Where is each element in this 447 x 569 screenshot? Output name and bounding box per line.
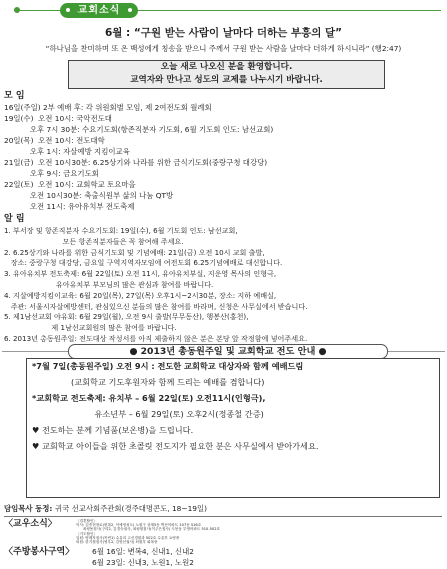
- notice-item: 6. 2013년 총동원주일: 전도대상 작성서를 아직 제출하지 않은 분은 본당 앞 작정함에 넣어주세요.: [4, 334, 308, 343]
- meeting-item: 오후 7시 30분: 수요기도회(항존직분자 기도회, 6월 기도회 인도: 남선교회): [4, 125, 274, 134]
- member-news-item: 입원: 양례자집사(목번1) 수유리 고신경원과 502호 수술후 요양중: [76, 535, 180, 540]
- meeting-item: 오후 1시: 자살예방 지킴이교육: [4, 147, 130, 156]
- pastor-news: [4, 504, 207, 514]
- pastor-label: 담임목사 동정:: [4, 504, 53, 513]
- section-title: 교회소식: [77, 5, 121, 16]
- notice-item: 모든 항존직분자들은 꼭 참여해 주세요.: [4, 236, 184, 246]
- member-news-item: 퇴원: 한기철집사(영우2, 김영선권사) 퇴원후 회복중: [76, 540, 158, 544]
- member-news-item: 〈기도할인〉: [76, 531, 98, 536]
- banner-title: ● 2013년 총동원주일 및 교회학교 전도 안내 ●: [68, 344, 388, 359]
- campaign-item: (교회학교 기도후원자와 함께 드리는 예배를 겸합니다): [32, 377, 265, 387]
- meeting-item: 20일(목) 오전 10시: 전도대학: [4, 136, 105, 145]
- bullet-icon: [14, 7, 20, 13]
- welcome-line: 오늘 새로 나오신 분을 환영합니다.: [160, 62, 293, 72]
- member-news-heading: 〈교우소식〉: [4, 519, 57, 529]
- notice-item: 유아유치부 부모님의 많은 관심과 참여를 바랍니다.: [4, 280, 214, 289]
- meeting-item: 21일(금) 오전 10시30분: 6.25상기와 나라를 위한 금식기도회(중랑구청 대강당): [4, 158, 268, 167]
- kitchen-item: 6월 16일: 변복4, 신내1, 신내2: [92, 547, 194, 556]
- divider: [4, 516, 442, 517]
- notice-item: 주관: 서울시자살예방센터, 관심있으신 분들의 많은 참여를 바라며, 신청은 사무실에서 받습니다.: [4, 301, 308, 311]
- member-news-item: 이사: 김종현장로(변복2, 이예영성도) 노원구 상계5동 벽산아파트 107동 516호: [76, 523, 202, 528]
- campaign-item: *7월 7일(총동원주일) 오전 9시 : 전도한 교회학교 대상자와 함께 예배드림: [32, 361, 304, 371]
- kitchen-heading: 〈주방봉사구역〉: [4, 547, 75, 557]
- welcome-line: 교역자와 만나고 성도의 교제를 나누시기 바랍니다.: [130, 74, 323, 85]
- meeting-item: 19일(수) 오전 10시: 국악전도대: [4, 114, 112, 123]
- member-news-item: 최평용집사(구리2, 김경숙권사, 최평원집사(이주은집사) 도봉동 부영아파트 510-502호: [76, 527, 220, 532]
- section-pill: [60, 3, 138, 18]
- section-header: [0, 0, 447, 20]
- kitchen-item: 6월 23일: 신내3, 노원1, 노원2: [92, 557, 194, 567]
- meeting-heading: 모 임: [4, 91, 25, 101]
- meeting-item: 22일(토) 오전 10시: 교회학교 토요마을: [4, 180, 136, 189]
- notice-item: 4. 지살예방지킴이교육: 6월 20일(목), 27일(목) 오후1시~2시30분, 장소: 지하 예배실,: [4, 290, 277, 300]
- notice-item: 장소: 중랑구청 대강당, 금요일 구역지역자모임에 여전도회 6.25기념예배로 대신합니다.: [4, 258, 283, 268]
- campaign-item: *교회학교 전도축제: 유치부 – 6월 22일(토) 오전11시(인형극),: [32, 393, 266, 403]
- campaign-item: 유소년부 – 6월 29일(토) 오후2시(정종철 간증): [32, 409, 264, 419]
- notice-item: 5. 제1남선교회 야유회: 6월 29일(월), 오전 9시 출발(무무동산), 행봉산(홍천),: [4, 312, 249, 322]
- notice-item: 1. 부서장 및 항존직분자 수요기도회: 19일(수), 6월 기도회 인도: 남선교회,: [4, 226, 238, 235]
- member-news-item: 〈결혼할인〉: [76, 519, 98, 523]
- meeting-item: 16일(주일) 2부 예배 후: 각 위원회별 모임, 제 2여전도회 월례회: [4, 103, 212, 112]
- notice-item: 제 1남선교회원의 많은 참여를 바랍니다.: [4, 323, 177, 333]
- campaign-item: ♥ 전도하는 분께 기념품(보온병)을 드립니다.: [32, 425, 194, 435]
- notice-heading: 알 림: [4, 214, 25, 224]
- meeting-item: 오전 10시30분: 축출식원부 삶의 나눔 QT방: [4, 191, 174, 200]
- bullet-icon: [66, 8, 70, 12]
- bullet-icon: [128, 8, 132, 12]
- notice-item: 3. 유아유치부 전도축제: 6월 22일(토) 오전 11시, 유아유치부실, 지운영 목사의 인형극,: [4, 269, 277, 279]
- theme-verse: “하나님을 찬미하며 또 온 백성에게 칭송을 받으니 주께서 구원 받는 사람을 날마다 더하게 하시니라” (행2:47): [45, 44, 402, 53]
- monthly-theme: 6월 : “구원 받는 사람이 날마다 더하는 부흥의 달”: [104, 27, 343, 39]
- notice-item: 2. 6.25상기와 나라를 위한 금식기도회 및 기념예배: 21일(금) 오전 10시 교회 출발,: [4, 247, 265, 257]
- meeting-item: 오전 11시: 유아유치부 전도축제: [4, 202, 135, 211]
- welcome-box: [68, 60, 385, 89]
- campaign-item: ♥ 교회학교 아이들을 위한 초콜릿 전도지가 필요한 분은 사무실에서 받아가세요.: [32, 441, 319, 451]
- pastor-text: 귀국 선교사회주관회(경주대명콘도, 18~19일): [54, 504, 207, 513]
- meeting-item: 오후 9시: 금요기도회: [4, 169, 99, 178]
- evangelism-banner: [2, 344, 445, 358]
